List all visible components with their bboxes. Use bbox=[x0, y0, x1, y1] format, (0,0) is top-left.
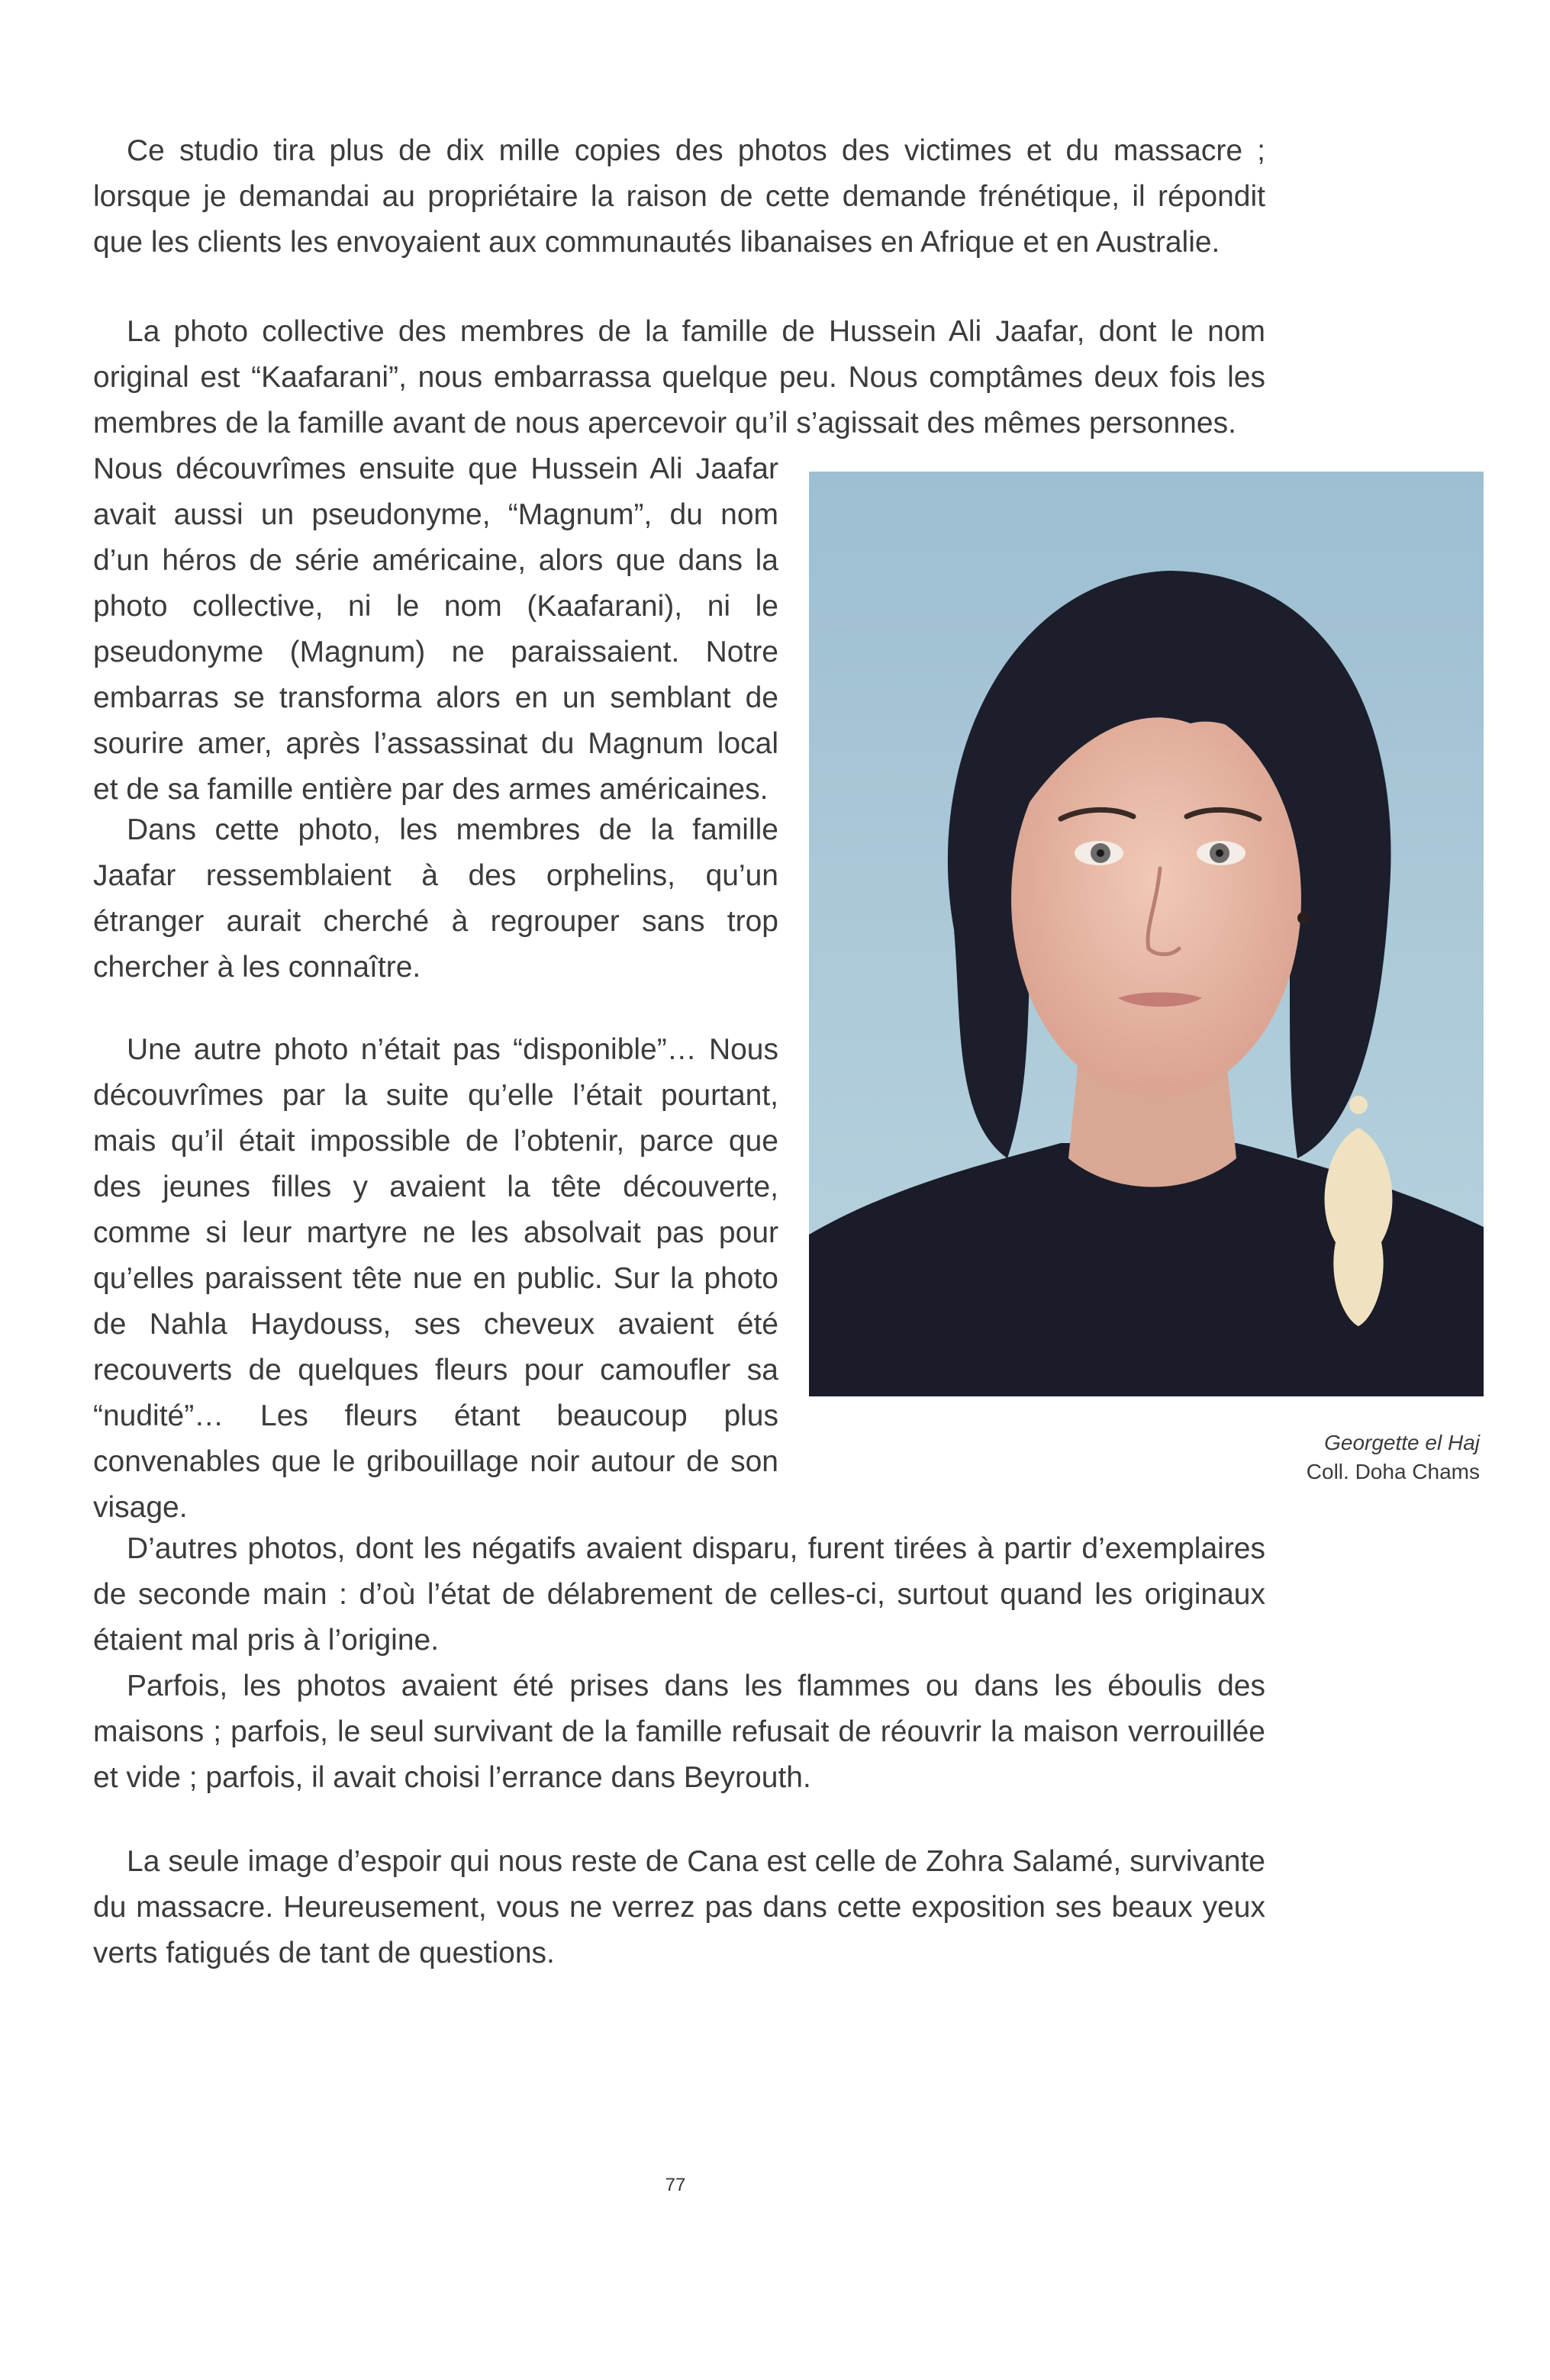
paragraph-4: Dans cette photo, les membres de la famille Jaafar ressemblaient à des orphelins, qu’un étranger aurait cherché à regrouper sans trop chercher à les connaître. bbox=[93, 813, 778, 984]
portrait-photo bbox=[809, 472, 1484, 1396]
caption-credit: Coll. Doha Chams bbox=[1306, 1460, 1480, 1483]
photo-caption bbox=[1307, 1428, 1480, 1486]
paragraph-1: Ce studio tira plus de dix mille copies des photos des victimes et du massacre ; lorsque je demandai au propriétaire la raison de cette demande frénétique, il répondit que les clients les envoyaient aux communautés libanaises en Afrique et en Australie. bbox=[93, 134, 1265, 259]
paragraph-8: La seule image d’espoir qui nous reste de Cana est celle de Zohra Salamé, survivante du massacre. Heureusement, vous ne verrez pas dans cette exposition ses beaux yeux verts fatigués de tant de questions. bbox=[93, 1845, 1265, 1969]
earring bbox=[1297, 912, 1310, 924]
right-pupil bbox=[1216, 849, 1223, 857]
paragraph-5: Une autre photo n’était pas “disponible”… Nous découvrîmes par la suite qu’elle l’était pourtant, mais qu’il était impossible de l’obtenir, parce que des jeunes filles y avaient la tête découverte, comme si leur martyre ne les absolvait pas pour qu’elles paraissent tête nue en public. Sur la photo de Nahla Haydouss, ses cheveux avaient été recouverts de quelques fleurs pour camoufler sa “nudité”… Les fleurs étant beaucoup plus convenables que le gribouillage noir autour de son visage. bbox=[93, 1033, 778, 1524]
paragraph-7: Parfois, les photos avaient été prises dans les flammes ou dans les éboulis des maisons ; parfois, le seul survivant de la famille refusait de réouvrir la maison verrouillée et vide ; parfois, il avait choisi l’errance dans Beyrouth. bbox=[93, 1670, 1265, 1794]
page-number: 77 bbox=[665, 2175, 686, 2195]
left-pupil bbox=[1097, 849, 1104, 857]
badge-top bbox=[1349, 1096, 1368, 1114]
paragraph-2: La photo collective des membres de la famille de Hussein Ali Jaafar, dont le nom original est “Kaafarani”, nous embarrassa quelque peu. Nous comptâmes deux fois les membres de la famille avant de nous apercevoir qu’il s’agissait des mêmes personnes. bbox=[93, 315, 1265, 440]
paragraph-6: D’autres photos, dont les négatifs avaient disparu, furent tirées à partir d’exemplaires de seconde main : d’où l’état de délabrement de celles-ci, surtout quand les originaux étaient mal pris à l’origine. bbox=[93, 1532, 1265, 1657]
paragraph-3: Nous découvrîmes ensuite que Hussein Ali Jaafar avait aussi un pseudonyme, “Magnum”, du nom d’un héros de série américaine, alors que dans la photo collective, ni le nom (Kaafarani), ni le pseudonyme (Magnum) ne paraissaient. Notre embarras se transforma alors en un semblant de sourire amer, après l’assassinat du Magnum local et de sa famille entière par des armes américaines. bbox=[93, 452, 778, 806]
caption-title: Georgette el Haj bbox=[1324, 1431, 1480, 1454]
portrait-illustration bbox=[809, 472, 1484, 1396]
